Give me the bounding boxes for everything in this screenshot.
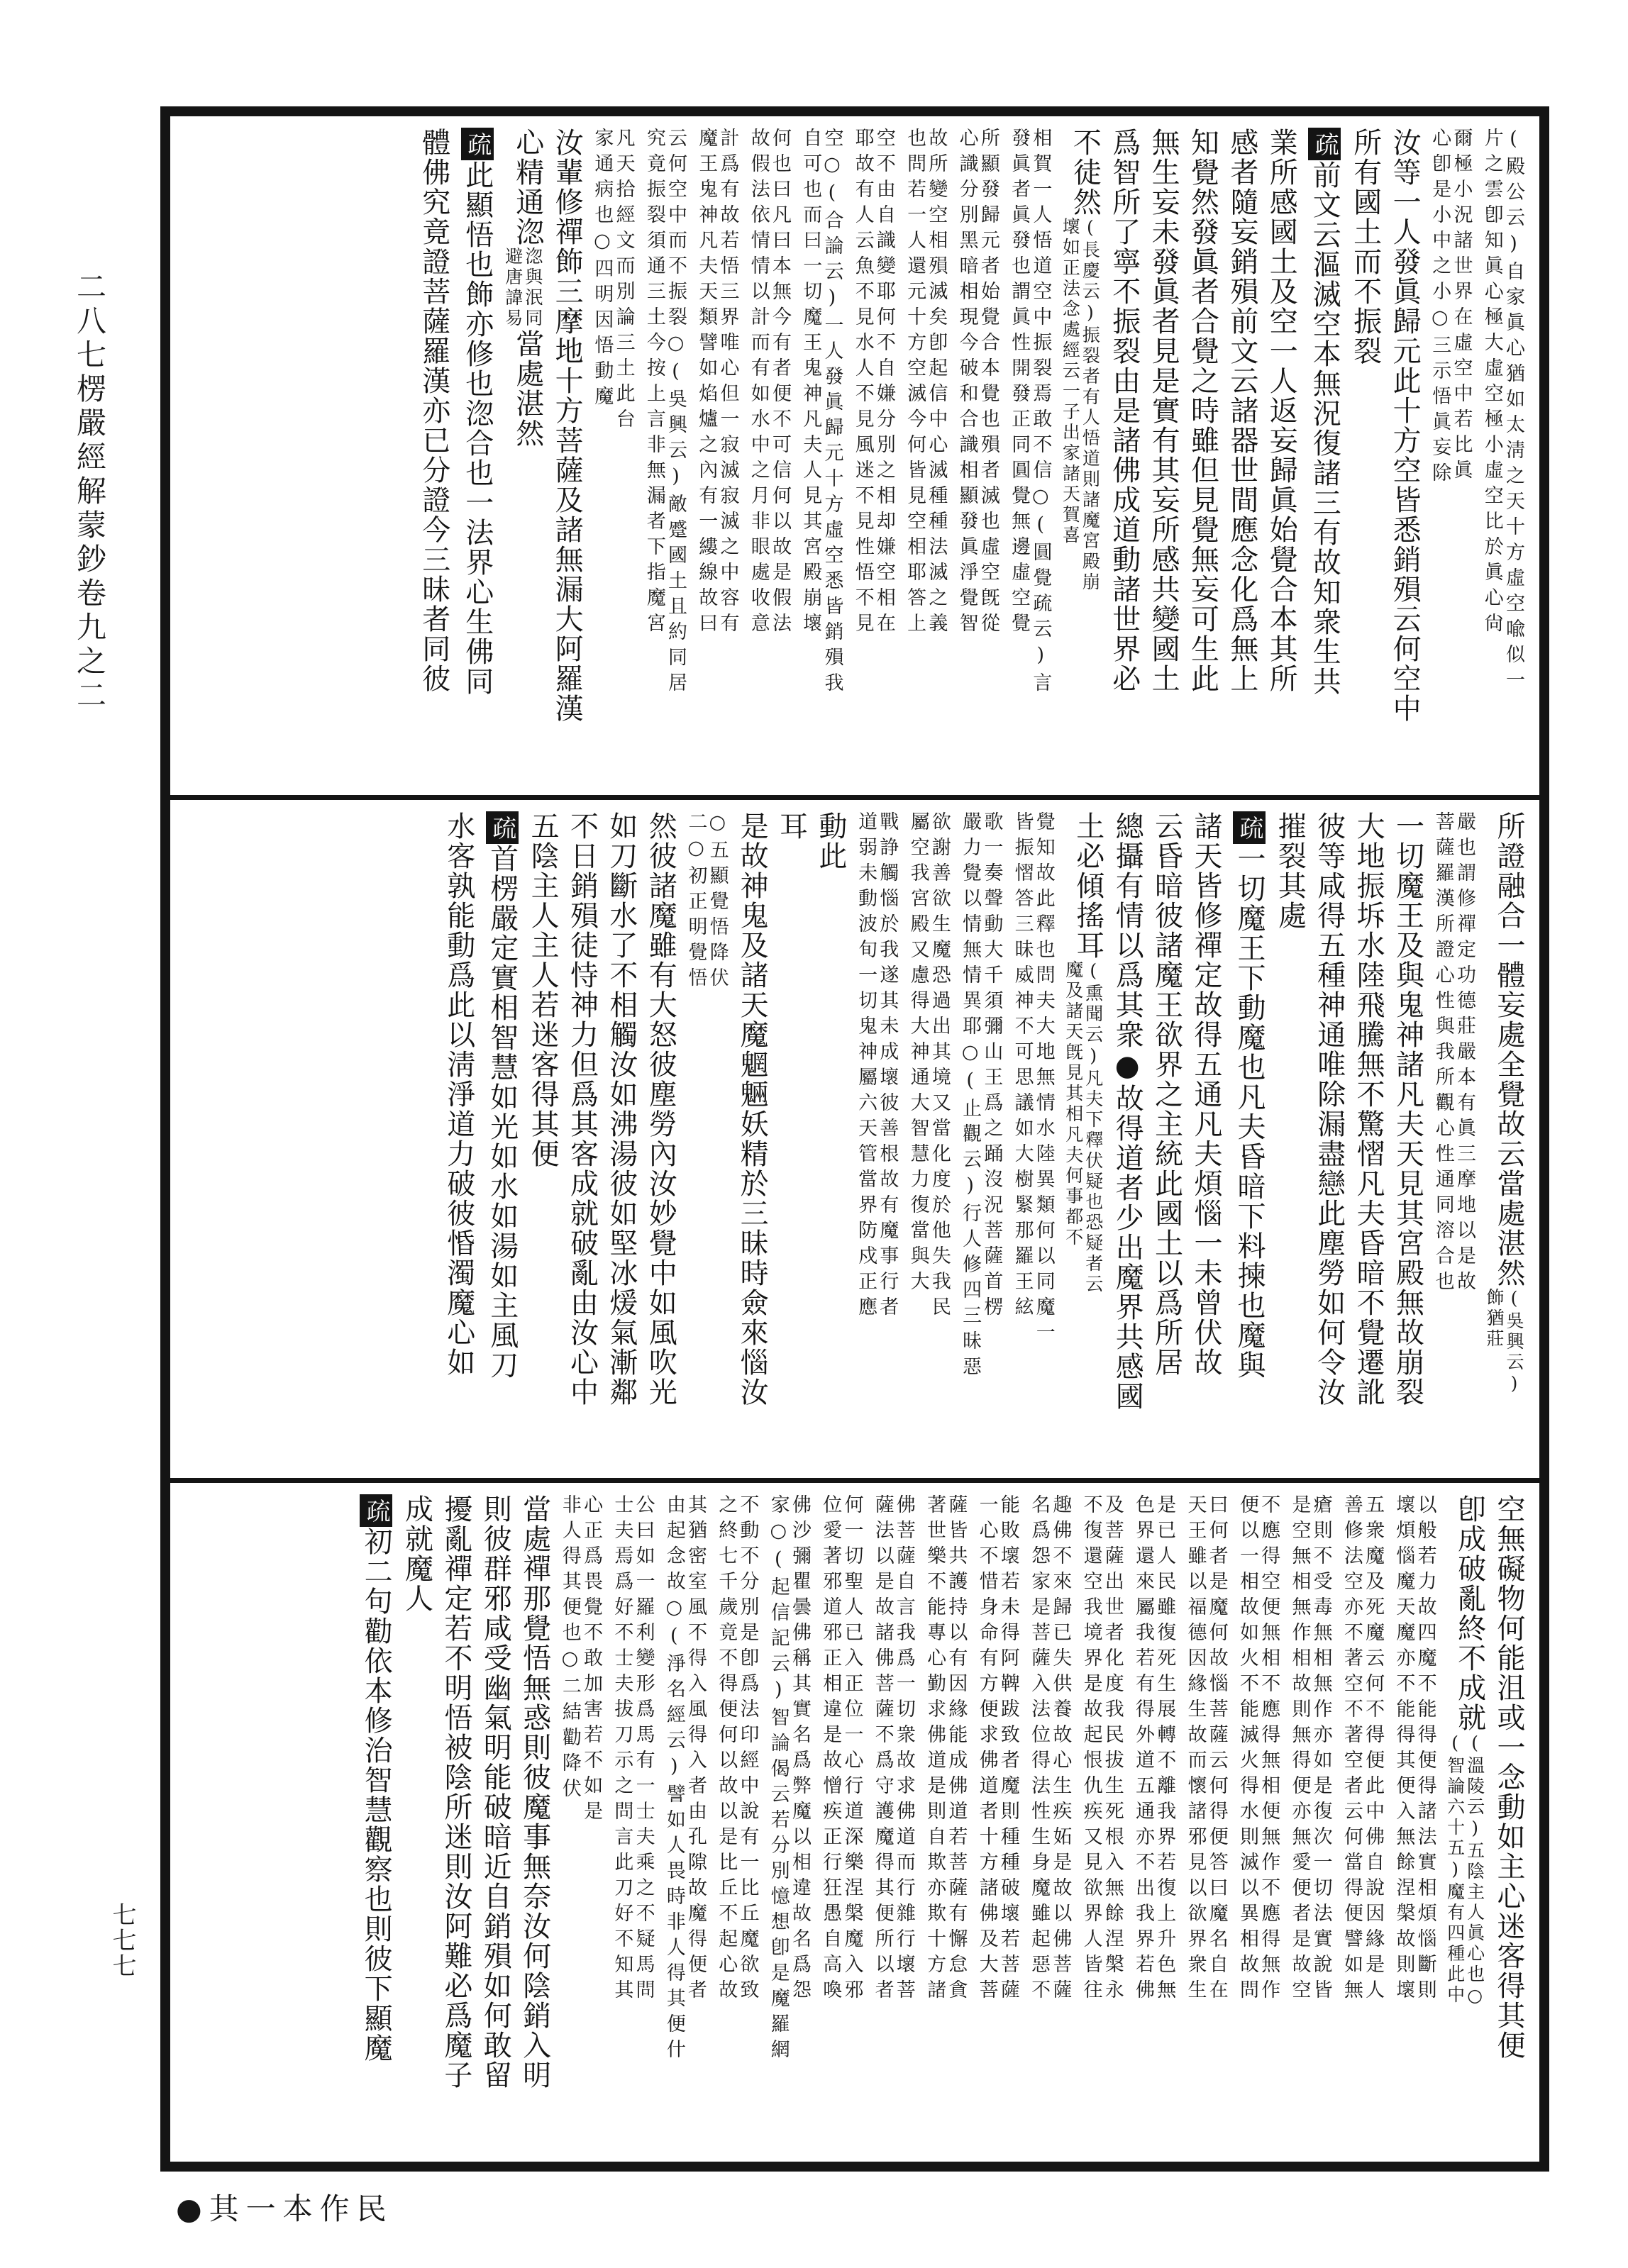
- volume-title: 楞嚴經解蒙鈔卷九之二: [72, 373, 107, 713]
- note-line: 公曰如一羅利變形爲馬有一士夫乘之不疑馬問: [632, 1494, 655, 2006]
- annotation-column: [748, 128, 790, 788]
- interlinear-note: [1011, 811, 1053, 1347]
- text-column: [483, 811, 519, 1472]
- text-column: [458, 128, 494, 788]
- note-line: 二○初正明覺悟: [685, 811, 707, 993]
- text-column: [402, 1494, 431, 2155]
- interlinear-note: [748, 128, 790, 638]
- annotation-column: [1080, 1494, 1122, 2155]
- interlinear-note: [1184, 1494, 1226, 2005]
- text-column: [1060, 128, 1100, 788]
- interlinear-note: [611, 1494, 653, 2005]
- text-column: [441, 1494, 470, 2155]
- annotation-column: [685, 811, 727, 1472]
- note-line: 空○(合論云)一人發眞歸元十方虛空悉皆銷殞我: [821, 128, 843, 698]
- interlinear-note: [503, 247, 543, 329]
- main-text: 汝輩修禪飾三摩地十方菩薩及諸無漏大阿羅漢: [550, 128, 584, 723]
- interlinear-note: [975, 1494, 1018, 2005]
- note-line: (吳興云): [1504, 1287, 1524, 1396]
- annotation-column: [1011, 811, 1053, 1472]
- text-column: [519, 1494, 549, 2155]
- interlinear-note: [1008, 128, 1051, 698]
- note-line: 著世樂不能專心勤求佛道是則自欺亦欺十方諸: [924, 1494, 946, 2006]
- text-column: [1305, 128, 1341, 788]
- note-line: 是已人民雖復死生展轉不離我界若復上升色無: [1153, 1494, 1176, 2006]
- note-line: 欲謝善欲生魔恐過出其境又當化度於他失我民: [928, 811, 951, 1322]
- note-line: 計爲有故若悟三界唯心但一寂滅寂滅之中容有: [716, 128, 739, 638]
- note-line: 魔及諸天旣見其相凡夫何事都不: [1063, 960, 1084, 1248]
- annotation-column: [1132, 1494, 1175, 2155]
- note-line: 屬空我宮殿又慮得大神通大智慧力復當與大: [907, 811, 929, 1296]
- annotation-column: [1481, 128, 1524, 788]
- text-column: [1445, 1494, 1485, 2155]
- note-line: (熏聞云)凡夫下釋伏疑也恐疑者云: [1082, 960, 1104, 1295]
- main-text: 汝等一人發眞歸元此十方空皆悉銷殞云何空中: [1388, 128, 1422, 723]
- note-line: 嚴也謂修禪定功德莊嚴本有眞三摩地以是故: [1453, 811, 1475, 1296]
- main-text: 則彼群邪咸受幽氣明能破暗近自銷殞如何敢留: [479, 1494, 512, 2091]
- note-line: 士夫焉爲好不士夫拔刀示之問言此刀好不知其: [611, 1494, 633, 2006]
- note-line: 不動不分別是卽爲法印經中說有一比丘魔欲致: [736, 1494, 759, 2006]
- text-column: [1191, 811, 1221, 1472]
- main-text: 總攝有情以爲其衆●故得道者少出魔界共感國: [1111, 811, 1144, 1411]
- note-line: 薩皆共護持以有因緣能成佛道若菩薩有懈怠貪: [945, 1494, 968, 2006]
- note-line: 趣佛不來歸已失供養故心生疾妬是故以佛菩薩: [1049, 1494, 1072, 2006]
- text-column: [1063, 811, 1103, 1472]
- note-line: 之終七千歲竟不得便何以故以是比丘不起心故: [715, 1494, 738, 2006]
- main-text: 體佛究竟證菩薩羅漢亦已分證今三昧者同彼: [417, 128, 450, 694]
- note-line: 所顯發歸元者始覺合本覺也殞者滅也虛空旣從: [977, 128, 999, 638]
- main-text: 不日銷殞徒恃神力但爲其客成就破亂由汝心中: [565, 811, 599, 1407]
- note-line: 名爲怨家是菩薩入法位得法性生身魔雖起惡不: [1028, 1494, 1051, 2006]
- annotation-column: [559, 1494, 602, 2155]
- note-line: 五衆魔及死魔云何不得便此中佛自說因緣是人: [1362, 1494, 1385, 2006]
- note-line: 及菩薩出世者化度我民拔生死根入無餘涅槃永: [1101, 1494, 1124, 2006]
- main-text: 卽成破亂終不成就: [1453, 1494, 1486, 1733]
- annotation-column: [799, 128, 842, 788]
- text-column: [567, 811, 597, 1472]
- main-text: 不徒然: [1068, 128, 1102, 217]
- main-text: 前文云漚滅空本無況復諸三有故知衆生共: [1308, 160, 1341, 696]
- main-text: 此顯悟也飾亦修也淴合也一法界心生佛同: [460, 160, 494, 696]
- text-frame: [160, 106, 1549, 2172]
- note-line: 心正爲畏覺不敢加害若不如是: [580, 1494, 603, 1827]
- note-line: 不應得空便無相不應得無相便無作不應得無作: [1258, 1494, 1280, 2006]
- page-number: 七七七: [108, 1902, 136, 1979]
- main-text: 水客孰能動爲此以淸淨道力破彼惛濁魔心如: [442, 811, 475, 1377]
- text-column: [1151, 811, 1181, 1472]
- annotation-column: [975, 1494, 1018, 2155]
- interlinear-note: [695, 128, 738, 638]
- text-column: [1148, 128, 1178, 788]
- main-text: 擾亂禪定若不明悟被陰所迷則汝阿難必爲魔子: [439, 1494, 472, 2091]
- interlinear-note: [1288, 1494, 1331, 2005]
- left-margin-label: [68, 271, 111, 1973]
- note-line: 其猶密室風不得入風得入者由孔隙故魔得便者: [685, 1494, 707, 2006]
- annotation-column: [663, 1494, 706, 2155]
- text-column: [419, 128, 448, 788]
- annotation-column: [855, 811, 897, 1472]
- text-column: [443, 811, 473, 1472]
- interlinear-note: [715, 1494, 758, 2005]
- note-line: 皆振慴答三昧威神不可思議如大樹緊那羅王絃: [1011, 811, 1034, 1322]
- interlinear-note: [643, 128, 686, 698]
- interlinear-note: [855, 811, 897, 1322]
- text-band-bottom: [170, 1483, 1539, 2162]
- text-column: [1187, 128, 1217, 788]
- interlinear-note: [904, 128, 946, 638]
- text-column: [552, 128, 582, 788]
- text-column: [1350, 128, 1380, 788]
- interlinear-note: [685, 811, 727, 993]
- text-column: [1230, 811, 1266, 1472]
- note-line: 何也曰凡曰本無今有者便不可信何以故是假法: [768, 128, 791, 638]
- note-line: 故所變空相殞滅矣卽起信中心滅種種法滅之義: [925, 128, 948, 638]
- annotation-column: [1392, 1494, 1435, 2155]
- note-line: 片之雲卽知眞心極大虛空極小虛空比於眞心尙: [1480, 128, 1503, 638]
- main-text: 當處禪那覺悟無惑則彼魔事無奈汝何陰銷入明: [518, 1494, 551, 2091]
- text-column: [737, 811, 767, 1472]
- note-line: 魔王鬼神凡夫天類譬如焰爐之內有一縷線故曰: [695, 128, 718, 638]
- main-text: 感者隨妄銷殞前文云諸器世間應念化爲無上: [1225, 128, 1258, 694]
- main-text: 所證融合一體妄處全覺故云當處湛然: [1493, 811, 1525, 1288]
- annotation-column: [1184, 1494, 1226, 2155]
- note-line: 故假法依情情以計而有如水中之月非眼處收意: [747, 128, 770, 638]
- text-column: [776, 811, 806, 1472]
- interlinear-note: [1392, 1494, 1435, 2005]
- annotation-column: [819, 1494, 862, 2155]
- section-marker-box: 疏: [1308, 128, 1341, 160]
- annotation-column: [1432, 811, 1475, 1472]
- text-column: [1109, 128, 1139, 788]
- interlinear-note: [1429, 128, 1471, 488]
- interlinear-note: [663, 1494, 706, 2064]
- note-line: 家通病也○四明因悟動魔: [591, 128, 614, 411]
- interlinear-note: [559, 1494, 602, 1826]
- text-column: [1314, 811, 1344, 1472]
- interlinear-note: [1080, 1494, 1122, 2005]
- interlinear-note: [768, 1494, 810, 2064]
- text-column: [1227, 128, 1257, 788]
- note-line: 嚴力覺以情無情異耶○(止觀云)行人修四三昧惡: [959, 811, 982, 1382]
- note-line: 瘡則不受毒無相無作亦如是復次一切法實說皆: [1309, 1494, 1332, 2006]
- text-column: [480, 1494, 510, 2155]
- note-line: 自可也而曰一切魔王鬼神凡夫人見其宮殿崩壞: [799, 128, 822, 638]
- annotation-column: [907, 811, 949, 1472]
- main-text: 初二句勸依本修治智慧觀察也則彼下顯魔: [360, 1527, 393, 2064]
- note-line: 發眞者眞發也謂眞性開發正同圓覺無邊虛空覺: [1008, 128, 1031, 638]
- text-column: [646, 811, 675, 1472]
- interlinear-note: [924, 1494, 966, 2005]
- interlinear-note: [956, 128, 998, 638]
- main-text: 一切魔王及與鬼神諸凡夫天見其宮殿無故崩裂: [1391, 811, 1424, 1407]
- text-column: [1266, 128, 1296, 788]
- note-line: 天王雖以福德因緣生故而懷諸邪見以欲界衆生: [1184, 1494, 1207, 2006]
- note-line: 相賀一人悟道空中振裂焉敢不信○(圓覺疏云)言: [1029, 128, 1052, 698]
- text-column: [1484, 811, 1524, 1472]
- note-line: 道弱未動波旬一切鬼神屬六天管當界防戍正應: [855, 811, 877, 1322]
- annotation-column: [1028, 1494, 1070, 2155]
- main-text: 無生妄未發眞者見是實有其妄所感共變國土: [1147, 128, 1180, 694]
- interlinear-note: [819, 1494, 862, 2005]
- note-line: 善修法空亦不著空不著空者云何當得便譬如無: [1340, 1494, 1363, 2006]
- main-text: 動此: [814, 811, 847, 871]
- note-line: 心識分別黑暗相現今破和合識相顯發眞淨覺智: [956, 128, 978, 638]
- note-line: 菩薩羅漢所證心性與我所觀心性通同溶合也: [1432, 811, 1454, 1296]
- main-text: 成就魔人: [400, 1494, 433, 1614]
- main-text: 大地振坼水陸飛騰無不驚慴凡夫昏暗不覺遷訛: [1352, 811, 1385, 1407]
- note-line: (溫陵云)五陰主人眞心也○: [1464, 1733, 1485, 2009]
- note-line: 心卽是小中之小○三示悟眞妄除: [1429, 128, 1451, 488]
- interlinear-note: [851, 128, 894, 638]
- main-text: 耳: [775, 811, 808, 841]
- main-text: 知覺然發眞者合覺之時雖但見覺無妄可生此: [1186, 128, 1219, 694]
- annotation-column: [1008, 128, 1051, 788]
- main-text: 空無礙物何能沮或一念動如主心迷客得其便: [1493, 1494, 1525, 2061]
- annotation-column: [1236, 1494, 1279, 2155]
- main-text: 云昏暗彼諸魔王欲界之主統此國土以爲所居: [1150, 811, 1183, 1377]
- note-line: 壞如正法念處經云一子出家諸天賀喜: [1060, 217, 1081, 546]
- note-line: 云何空中而不振裂○(吳興云)敵蹙國土且約同居: [665, 128, 687, 698]
- note-line: 戰諍觸惱於我遂其未成壞彼善根故有魔事行者: [876, 811, 899, 1322]
- interlinear-note: [1481, 128, 1524, 695]
- annotation-column: [851, 128, 894, 788]
- main-text: 彼等咸得五種神通唯除漏盡戀此塵勞如何令汝: [1312, 811, 1346, 1407]
- note-line: 淴與泯同: [522, 247, 543, 329]
- main-text: 土必傾搖耳: [1071, 811, 1104, 960]
- note-line: 佛沙彌瞿曇佛稱其實名爲弊魔以相違故名爲怨: [788, 1494, 811, 2006]
- main-text: 首楞嚴定實相智慧如光如水如湯如主風刀: [485, 843, 519, 1380]
- text-column: [528, 811, 558, 1472]
- note-line: 以般若力故四魔不能得便得諸法實相煩惱斷則: [1414, 1494, 1436, 2006]
- interlinear-note: [1132, 1494, 1175, 2005]
- note-line: 壞煩惱魔天魔亦不能得其便入無餘涅槃故則壞: [1392, 1494, 1415, 2006]
- text-column: [1392, 811, 1422, 1472]
- interlinear-note: [959, 811, 1002, 1382]
- interlinear-note: [591, 128, 633, 434]
- text-column: [1494, 1494, 1524, 2155]
- annotation-column: [715, 1494, 758, 2155]
- note-line: 是空無相無作相故則無得便亦無愛便者是故空: [1288, 1494, 1311, 2006]
- main-text: 五陰主人主人若迷客得其便: [526, 811, 560, 1169]
- note-line: 薩法以是故諸佛菩薩不爲守護魔得其便所以者: [871, 1494, 894, 2006]
- text-column: [1275, 811, 1305, 1472]
- main-text: 是故神鬼及諸天魔魍魎妖精於三昧時僉來惱汝: [736, 811, 769, 1407]
- section-marker-box: 疏: [461, 128, 494, 160]
- main-text: 心精通淴: [511, 128, 544, 247]
- main-text: 爲智所了寧不振裂由是諸佛成道動諸世界必: [1107, 128, 1141, 694]
- section-marker-box: 疏: [360, 1494, 392, 1527]
- note-line: (殿公云)自家眞心猶如太淸之天十方虛空喩似一: [1502, 128, 1524, 695]
- text-band-middle: [170, 800, 1539, 1484]
- note-line: (智論六十五)魔有四種此中: [1444, 1733, 1466, 2006]
- note-line: 究竟振裂須通三土今按上言非無漏者下指魔宮: [643, 128, 665, 638]
- note-line: 色界還來屬我若有得外道五通亦不出我界若佛: [1132, 1494, 1155, 2006]
- note-line: 曰何者是魔何故惱菩薩云何得便答曰魔名自在: [1205, 1494, 1228, 2006]
- annotation-column: [1429, 128, 1471, 788]
- main-text: 業所感國土及空一人返妄歸眞始覺合本其所: [1265, 128, 1298, 694]
- main-text: 一切魔王下動魔也凡夫昏暗下料揀也魔與: [1232, 843, 1266, 1380]
- note-line: 佛菩薩自言我爲一切衆故求佛道而行雜行壞菩: [892, 1494, 915, 2006]
- interlinear-note: [1432, 811, 1475, 1296]
- interlinear-note: [907, 811, 949, 1322]
- note-line: 能敗壞若未得阿鞞跋致者魔則種種破壞若菩薩: [997, 1494, 1019, 2006]
- main-text: 然彼諸魔雖有大怒彼塵勞內汝妙覺中如風吹光: [644, 811, 677, 1407]
- note-line: ○五顯覺悟降伏: [706, 811, 729, 993]
- annotation-column: [1341, 1494, 1383, 2155]
- interlinear-note: [799, 128, 842, 698]
- text-column: [1112, 811, 1142, 1472]
- note-line: 避唐諱易: [502, 247, 524, 329]
- note-line: 位愛著邪道邪正相違是故憎疾正行狂愚自高喚: [819, 1494, 842, 2006]
- section-marker-box: 疏: [1233, 811, 1266, 844]
- main-text: 當處湛然: [511, 329, 544, 448]
- annotation-column: [956, 128, 998, 788]
- main-text: 如刀斷水了不相觸汝如沸湯彼如堅冰煖氣漸鄰: [604, 811, 638, 1407]
- interlinear-note: [1063, 960, 1103, 1295]
- note-line: 非人得其便也○二結勸降伏: [558, 1494, 581, 1804]
- note-line: 歌一奏聲動大千須彌山王爲之踊沒況菩薩首楞: [980, 811, 1003, 1322]
- note-line: 也問若一人還元十方空滅今何皆見空相耶答上: [904, 128, 926, 638]
- text-column: [604, 811, 638, 1472]
- annotation-column: [611, 1494, 653, 2155]
- footnote-variant-note: ●其一本作民: [176, 2191, 394, 2226]
- note-line: 家○(起信記云)智論偈云若分別憶想卽是魔羅網: [767, 1494, 790, 2065]
- note-line: 空不由自識變耶何不自嫌分別之相却嫌空相在: [873, 128, 895, 638]
- annotation-column: [871, 1494, 914, 2155]
- note-line: 由起念故○(淨名經云)譬如人畏時非人得其便什: [663, 1494, 685, 2065]
- main-text: 諸天皆修禪定故得五通凡夫煩惱一未曾伏故: [1189, 811, 1222, 1377]
- note-line: 爾極小況諸世界在虛空中若比眞: [1450, 128, 1473, 485]
- note-line: 一心不惜身命有方便求佛道者十方諸佛及大菩: [975, 1494, 998, 2006]
- interlinear-note: [1060, 217, 1100, 593]
- annotation-column: [924, 1494, 966, 2155]
- annotation-column: [695, 128, 738, 788]
- main-text: 摧裂其處: [1273, 811, 1307, 930]
- interlinear-note: [1484, 1288, 1524, 1396]
- note-line: 飾猶莊: [1484, 1287, 1505, 1350]
- note-line: 耶故有人云魚不見水人不見風迷不見性悟不見: [851, 128, 874, 638]
- text-column: [357, 1494, 392, 2155]
- note-line: 凡天拾經文而別論三土此台: [612, 128, 635, 434]
- annotation-column: [1288, 1494, 1331, 2155]
- interlinear-note: [1028, 1494, 1070, 2005]
- note-line: 不復還空我境界是故起恨仇疾又見欲界人皆往: [1080, 1494, 1102, 2006]
- interlinear-note: [871, 1494, 914, 2005]
- note-line: (長慶云)振裂者有人悟道則諸魔宮殿崩: [1080, 217, 1101, 593]
- text-band-top: [170, 116, 1539, 800]
- annotation-column: [959, 811, 1002, 1472]
- note-line: 覺知故此釋也問夫大地無情水陸異類何以同魔一: [1032, 811, 1055, 1347]
- text-column: [1388, 128, 1422, 788]
- interlinear-note: [1445, 1733, 1485, 2008]
- annotation-column: [591, 128, 633, 788]
- annotation-column: [904, 128, 946, 788]
- section-marker-box: 疏: [486, 811, 519, 844]
- note-line: 何一切聖人已入正位一心行道深樂涅槃魔入邪: [841, 1494, 863, 2006]
- text-column: [503, 128, 543, 788]
- note-line: 便以一相故如火不能滅火得水則滅以異相故問: [1236, 1494, 1258, 2006]
- text-column: [1353, 811, 1383, 1472]
- interlinear-note: [1341, 1494, 1383, 2005]
- interlinear-note: [1236, 1494, 1279, 2005]
- main-text: 所有國土而不振裂: [1349, 128, 1382, 366]
- folio-number: 二八七: [72, 271, 107, 373]
- annotation-column: [643, 128, 686, 788]
- annotation-column: [768, 1494, 810, 2155]
- text-column: [816, 811, 846, 1472]
